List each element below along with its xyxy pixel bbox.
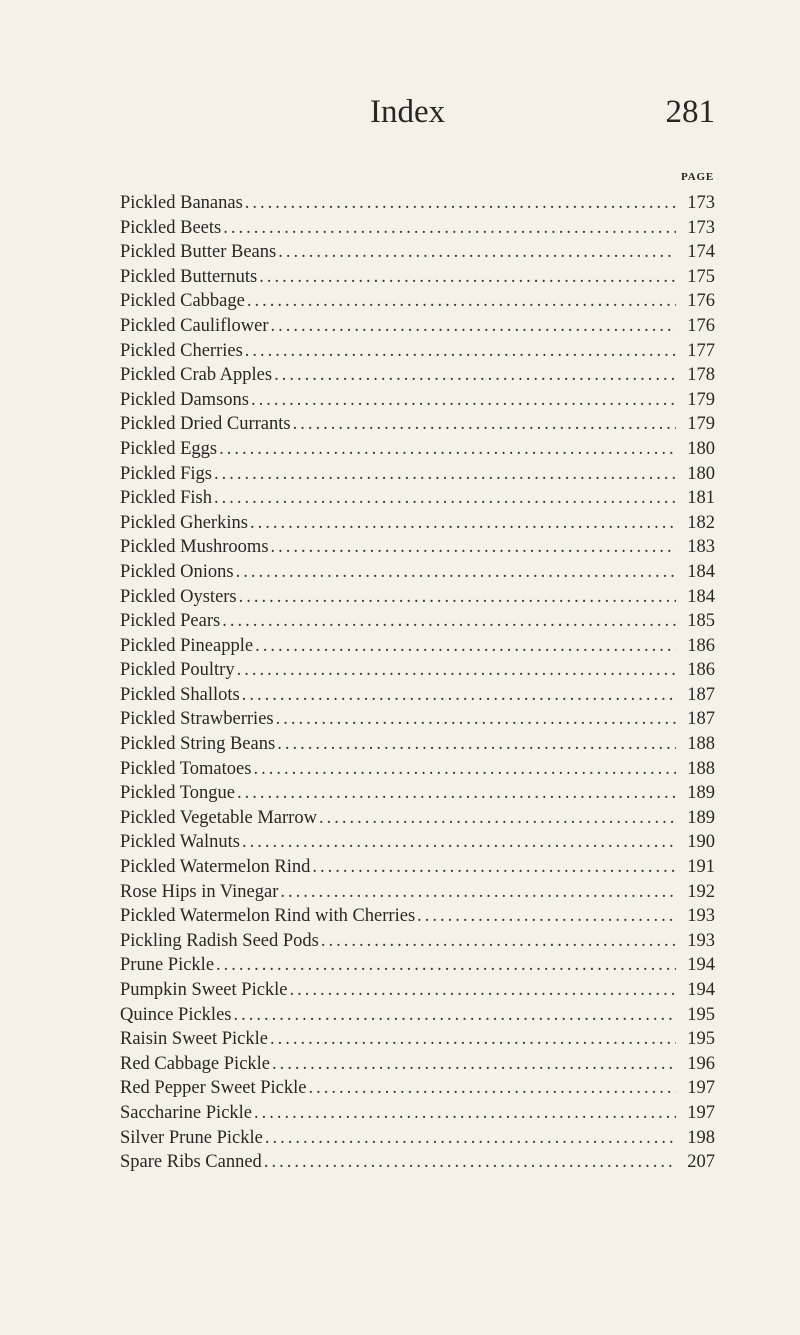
index-entry-page: 174 — [687, 242, 715, 263]
index-entry — [120, 486, 715, 511]
dot-leader — [264, 1150, 676, 1175]
index-entry-name: Red Cabbage Pickle — [120, 1053, 271, 1074]
index-entry — [120, 412, 715, 437]
page-number: 281 — [665, 94, 715, 130]
dot-leader — [237, 781, 676, 806]
index-entry-page: 177 — [687, 340, 715, 361]
dot-leader — [216, 953, 676, 978]
index-entry-page: 195 — [687, 1004, 715, 1025]
index-entry — [120, 191, 715, 216]
index-entry — [120, 683, 715, 708]
index-entry-name: Pickled Pineapple — [120, 635, 254, 656]
index-entry-name: Silver Prune Pickle — [120, 1127, 263, 1148]
dot-leader — [265, 1126, 676, 1151]
index-entry — [120, 1052, 715, 1077]
dot-leader — [214, 462, 676, 487]
page-header — [0, 92, 800, 142]
index-entry — [120, 781, 715, 806]
dot-leader — [270, 314, 676, 339]
index-entry-name: Pickled Dried Currants — [120, 414, 291, 435]
dot-leader — [253, 757, 676, 782]
index-entry — [120, 830, 715, 855]
index-entry — [120, 757, 715, 782]
index-entry — [120, 535, 715, 560]
index-entry-name: Pickled Butternuts — [120, 266, 258, 287]
index-entry-name: Pickled Butter Beans — [120, 242, 277, 263]
dot-leader — [236, 560, 676, 585]
index-entry-name: Pickled Damsons — [120, 389, 249, 410]
dot-leader — [274, 363, 676, 388]
index-entry-name: Pickled Oysters — [120, 586, 237, 607]
index-entry-name: Pickled Eggs — [120, 438, 218, 459]
index-entry-page: 176 — [687, 291, 715, 312]
dot-leader — [250, 511, 676, 536]
index-entry — [120, 388, 715, 413]
dot-leader — [239, 585, 676, 610]
index-entry-page: 186 — [687, 660, 715, 681]
index-entry — [120, 265, 715, 290]
index-entry-page: 180 — [687, 463, 715, 484]
dot-leader — [312, 855, 676, 880]
page-title: Index — [370, 94, 446, 130]
index-entry-page: 173 — [687, 217, 715, 238]
index-entry-name: Pickled Poultry — [120, 660, 235, 681]
index-entry-page: 187 — [687, 709, 715, 730]
index-entry-page: 197 — [687, 1078, 715, 1099]
index-entry-name: Pickled Mushrooms — [120, 537, 269, 558]
dot-leader — [280, 880, 676, 905]
index-entry-page: 184 — [687, 586, 715, 607]
index-entry-name: Saccharine Pickle — [120, 1102, 253, 1123]
index-entry — [120, 240, 715, 265]
index-entry — [120, 339, 715, 364]
index-entry — [120, 437, 715, 462]
index-entry-name: Pickled Figs — [120, 463, 212, 484]
index-entry-name: Spare Ribs Canned — [120, 1152, 262, 1173]
dot-leader — [242, 830, 676, 855]
index-entry — [120, 855, 715, 880]
index-entries-list — [120, 191, 715, 1175]
dot-leader — [255, 634, 676, 659]
dot-leader — [254, 1101, 676, 1126]
index-entry-page: 182 — [687, 512, 715, 533]
index-entry-name: Pumpkin Sweet Pickle — [120, 980, 288, 1000]
dot-leader — [271, 535, 676, 560]
index-entry-name: Pickled Watermelon Rind with Cherries — [120, 906, 416, 927]
index-entry — [120, 806, 715, 831]
index-entry-page: 178 — [687, 365, 715, 386]
index-entry-page: 194 — [687, 955, 715, 976]
index-entry — [120, 585, 715, 610]
index-entry-page: 180 — [687, 438, 715, 459]
index-entry-page: 179 — [687, 389, 715, 410]
index-entry — [120, 1126, 715, 1151]
index-entry-name: Pickled Cauliflower — [120, 315, 269, 336]
index-entry-name: Pickled Strawberries — [120, 709, 274, 730]
index-entry-page: 188 — [687, 758, 715, 779]
index-entry-page: 193 — [687, 930, 715, 951]
index-entry — [120, 929, 715, 954]
index-entry-page: 207 — [687, 1152, 715, 1173]
index-entry — [120, 289, 715, 314]
dot-leader — [319, 806, 676, 831]
index-entry-name: Pickled Fish — [120, 488, 212, 509]
index-entry — [120, 634, 715, 659]
index-entry — [120, 609, 715, 634]
index-entry-page: 181 — [687, 488, 715, 509]
index-entry — [120, 953, 715, 978]
dot-leader — [309, 1076, 677, 1101]
dot-leader — [277, 732, 676, 757]
index-entry-name: Pickled Beets — [120, 217, 222, 238]
index-entry — [120, 1101, 715, 1126]
index-entry — [120, 511, 715, 536]
index-entry — [120, 978, 715, 1003]
index-entry-name: Pickled Crab Apples — [120, 365, 273, 386]
index-entry-name: Pickled Shallots — [120, 684, 240, 705]
index-entry-page: 198 — [687, 1127, 715, 1148]
index-entry — [120, 707, 715, 732]
index-entry — [120, 732, 715, 757]
index-entry-page: 189 — [687, 807, 715, 828]
index-entry-page: 190 — [687, 832, 715, 853]
dot-leader — [278, 240, 676, 265]
index-entry — [120, 216, 715, 241]
index-entry — [120, 880, 715, 905]
index-entry-page: 173 — [687, 193, 715, 213]
dot-leader — [270, 1027, 676, 1052]
dot-leader — [251, 388, 676, 413]
index-entry-page: 189 — [687, 783, 715, 804]
index-entry-name: Pickling Radish Seed Pods — [120, 930, 319, 951]
index-entry-page: 193 — [687, 906, 715, 927]
index-entry-name: Pickled String Beans — [120, 734, 276, 755]
dot-leader — [237, 658, 676, 683]
dot-leader — [242, 683, 676, 708]
index-entry — [120, 462, 715, 487]
index-entry-name: Pickled Onions — [120, 561, 234, 582]
index-entry — [120, 314, 715, 339]
index-entry-name: Pickled Cabbage — [120, 291, 245, 312]
index-entry-name: Pickled Walnuts — [120, 832, 240, 853]
index-entry-name: Pickled Tongue — [120, 783, 236, 804]
index-entry-name: Prune Pickle — [120, 955, 215, 976]
index-entry-name: Pickled Watermelon Rind — [120, 857, 311, 878]
dot-leader — [293, 412, 676, 437]
dot-leader — [417, 904, 676, 929]
index-entry-page: 184 — [687, 561, 715, 582]
dot-leader — [247, 289, 676, 314]
dot-leader — [245, 339, 676, 364]
index-entry-name: Raisin Sweet Pickle — [120, 1029, 268, 1050]
index-entry-page: 197 — [687, 1102, 715, 1123]
index-entry-page: 175 — [687, 266, 715, 287]
page-column-label: PAGE — [681, 171, 714, 183]
index-entry-name: Pickled Cherries — [120, 340, 243, 361]
index-entry-page: 187 — [687, 684, 715, 705]
index-entry — [120, 1150, 715, 1175]
index-entry-name: Rose Hips in Vinegar — [120, 881, 279, 902]
dot-leader — [321, 929, 676, 954]
dot-leader — [259, 265, 676, 290]
index-entry-page: 179 — [687, 414, 715, 435]
index-entry — [120, 1076, 715, 1101]
index-entry — [120, 1003, 715, 1028]
dot-leader — [234, 1003, 677, 1028]
index-entry-name: Pickled Bananas — [120, 193, 243, 213]
index-entry-name: Red Pepper Sweet Pickle — [120, 1078, 307, 1099]
index-entry-page: 196 — [687, 1053, 715, 1074]
dot-leader — [290, 978, 676, 1003]
index-entry-page: 176 — [687, 315, 715, 336]
dot-leader — [219, 437, 676, 462]
index-entry-page: 192 — [687, 881, 715, 902]
dot-leader — [276, 707, 676, 732]
index-entry-page: 183 — [687, 537, 715, 558]
index-entry-page: 188 — [687, 734, 715, 755]
index-entry — [120, 1027, 715, 1052]
index-entry-name: Quince Pickles — [120, 1004, 232, 1025]
dot-leader — [214, 486, 676, 511]
dot-leader — [222, 609, 676, 634]
dot-leader — [223, 216, 676, 241]
index-entry — [120, 560, 715, 585]
index-entry-page: 195 — [687, 1029, 715, 1050]
index-entry-name: Pickled Pears — [120, 611, 221, 632]
dot-leader — [272, 1052, 676, 1077]
dot-leader — [245, 191, 676, 216]
index-entry-name: Pickled Gherkins — [120, 512, 248, 533]
index-entry-name: Pickled Vegetable Marrow — [120, 807, 317, 828]
index-entry — [120, 363, 715, 388]
index-entry — [120, 658, 715, 683]
index-entry-page: 191 — [687, 857, 715, 878]
index-entry-page: 185 — [687, 611, 715, 632]
index-entry — [120, 904, 715, 929]
index-entry-page: 194 — [687, 980, 715, 1000]
index-entry-name: Pickled Tomatoes — [120, 758, 252, 779]
index-entry-page: 186 — [687, 635, 715, 656]
